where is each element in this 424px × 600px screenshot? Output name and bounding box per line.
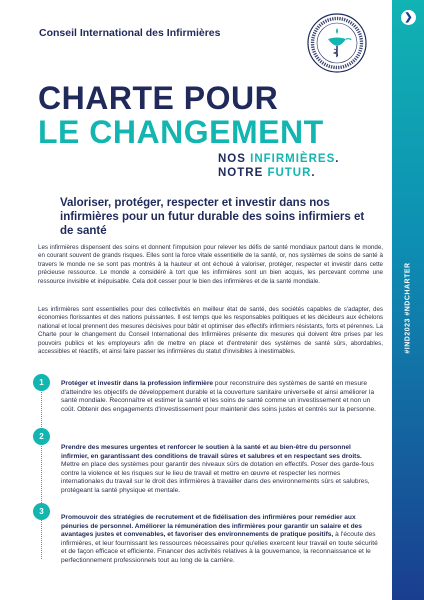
subtitle: Valoriser, protéger, respecter et investir dans nos infirmières pour un futur durable des soins infirmiers et de santé bbox=[60, 197, 365, 237]
hashtags: #IND2023 #NDCHARTER bbox=[404, 262, 412, 354]
item-text: à l'écoute des infirmières, et leur fournissant les ressources nécessaires pour qu'elles exercent leur travail en toute sécurité et de façon efficace et efficiente. Financer des activités relatives à la gouvernance, la reconnaissance et le perfectionnement professionnels tout au long de la carrière. bbox=[61, 531, 378, 564]
org-name: Conseil International des Infirmières bbox=[39, 27, 221, 39]
hashtags-vertical bbox=[394, 228, 422, 388]
item-number-badge: 2 bbox=[33, 428, 50, 445]
intro-paragraph: Les infirmières dispensent des soins et donnent l'impulsion pour relever les défis de santé mondiaux partout dans le monde, en courant souvent de grands risques. Elles sont la force vitale essentielle de la santé, or, nos systèmes de soins de santé à travers le monde ne se sont pas montrés à la hauteur et ont échoué à valoriser, protéger, respecter et investir dans cette précieuse ressource. Le monde a considéré à tort que les infirmières sont un bien acquis, les percevant comme une ressource invisible et inépuisable. Cela doit cesser pour le bien des infirmières et de la santé mondiale. bbox=[38, 244, 383, 285]
item-bold: Protéger et investir dans la profession infirmière bbox=[61, 380, 214, 387]
title-line1: CHARTE POUR bbox=[38, 80, 279, 116]
intro-paragraph: Les infirmières sont essentielles pour des collectivités en meilleur état de santé, des sociétés capables de s'adapter, des économies florissantes et des nations puissantes. Il est temps que les responsables politiques et les décideurs aux échelons national et local prennent des mesures décisives pour bâtir et optimiser des effectifs infirmiers résistants, forts et pérennes. La Charte pour le changement du Conseil International des Infirmières présente dix mesures qui doivent être prises par les pouvoirs publics et les employeurs afin de mettre en place et d'entretenir des systèmes de santé sûrs, abordables, accessibles et réactifs, et ainsi faire passer les infirmières du statut d'invisibles à inestimables. bbox=[38, 306, 383, 356]
charter-item bbox=[61, 380, 379, 414]
item-bold: Promouvoir des stratégies de recrutement et de fidélisation des infirmières pour remédier aux pénuries de personnel. Améliorer la rémunération des infirmières pour garantir un salaire et des avantages justes et convenables, et favoriser des environnements de pratique positifs, bbox=[61, 514, 362, 539]
item-bold: Prendre des mesures urgentes et renforcer le soutien à la santé et au bien-être du personnel infirmier, en garantissant des conditions de travail sûres et salubres et en respectant ses droits. bbox=[61, 444, 362, 460]
charter-item bbox=[61, 514, 379, 566]
item-text: Mettre en place des systèmes pour garantir des niveaux sûrs de dotation en effectifs. Poser des garde-fous contre la violence et les risques sur le lieu de travail et mettre en œuvre et respecter les normes internationales du travail sur le droit des infirmières à travailler dans des environnements sûrs et salubres, protégeant la santé physique et mentale. bbox=[61, 461, 374, 494]
tagline-line2 bbox=[218, 167, 316, 179]
chevron-right-icon: ❯ bbox=[401, 10, 416, 25]
item-number-badge: 1 bbox=[33, 374, 50, 391]
title-line2: LE CHANGEMENT bbox=[38, 114, 324, 150]
tagline-punct: . bbox=[335, 153, 340, 165]
item-number-badge: 3 bbox=[33, 503, 50, 520]
tagline-highlight: INFIRMIÈRES bbox=[250, 153, 336, 165]
item-text: pour reconstruire des systèmes de santé en mesure d'atteindre les objectifs de développement durable et la couverture sanitaire universelle et ainsi améliorer la santé mondiale. Reconnaître et estimer la santé et les soins de santé comme un investissement et non un coût. Obtenir des engagements d'investissement pour maintenir des soins justes et centrés sur la personne. bbox=[61, 380, 376, 413]
side-band bbox=[392, 0, 424, 600]
tagline-punct: . bbox=[311, 167, 316, 179]
tagline-highlight: FUTUR bbox=[267, 167, 312, 179]
tagline-word: NOS bbox=[218, 153, 251, 165]
icn-caduceus-lamp-logo bbox=[306, 12, 368, 74]
timeline-line bbox=[41, 387, 42, 559]
tagline-word: NOTRE bbox=[218, 167, 268, 179]
tagline-line1 bbox=[218, 153, 339, 165]
charter-item bbox=[61, 444, 379, 496]
